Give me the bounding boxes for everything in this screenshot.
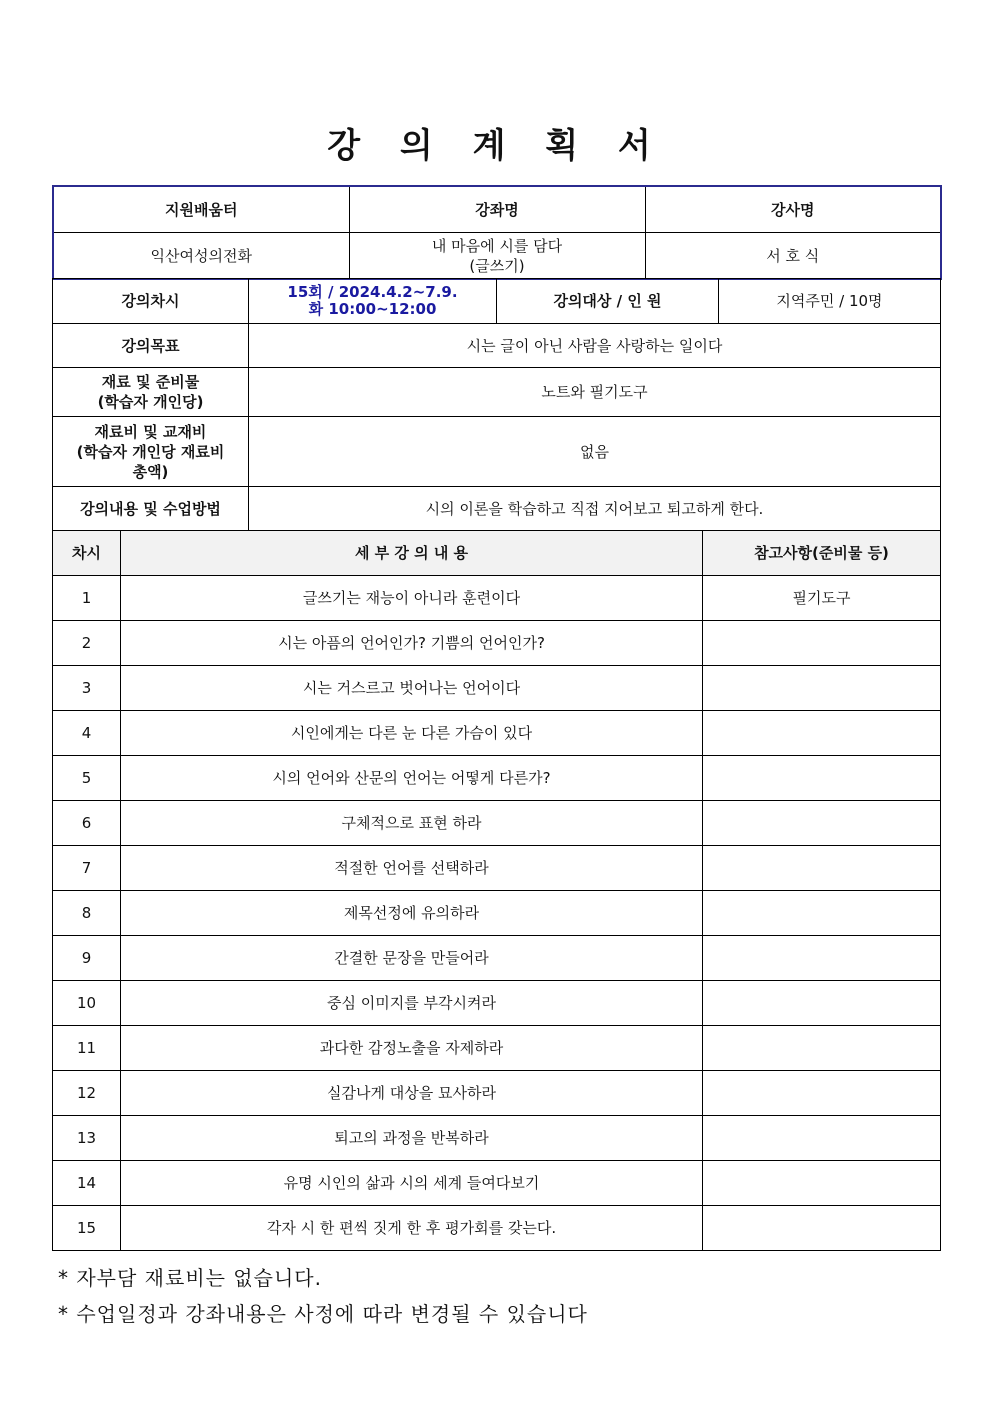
session-note [703,801,941,846]
method-value: 시의 이론을 학습하고 직접 지어보고 퇴고하게 한다. [249,487,941,531]
note-schedule-change: * 수업일정과 강좌내용은 사정에 따라 변경될 수 있습니다 [58,1302,588,1326]
sessions-time: 화 10:00~12:00 [308,300,437,318]
cost-label [53,417,249,487]
session-no-header: 차시 [53,531,121,576]
materials-label-line2: (학습자 개인당) [97,393,204,411]
session-note [703,1161,941,1206]
session-number: 5 [53,756,121,801]
session-number: 9 [53,936,121,981]
goal-value: 시는 글이 아닌 사람을 사랑하는 일이다 [249,324,941,368]
table-row [53,756,941,801]
session-note [703,891,941,936]
table-row [53,1116,941,1161]
session-number: 3 [53,666,121,711]
session-content: 과다한 감정노출을 자제하라 [121,1026,703,1071]
table-row [53,711,941,756]
table-row [53,891,941,936]
session-content: 간결한 문장을 만들어라 [121,936,703,981]
note-material-cost: * 자부담 재료비는 없습니다. [58,1266,322,1290]
method-label: 강의내용 및 수업방법 [53,487,249,531]
session-content: 시인에게는 다른 눈 다른 가슴이 있다 [121,711,703,756]
session-note [703,756,941,801]
sessions-value [249,279,497,324]
session-note [703,1206,941,1251]
session-content: 제목선정에 유의하라 [121,891,703,936]
sessions-label: 강의차시 [53,279,249,324]
goal-label: 강의목표 [53,324,249,368]
session-note [703,936,941,981]
session-content: 구체적으로 표현 하라 [121,801,703,846]
session-content: 중심 이미지를 부각시켜라 [121,981,703,1026]
page-title: 강 의 계 획 서 [327,126,665,166]
session-content: 시는 거스르고 벗어나는 언어이다 [121,666,703,711]
table-row [53,801,941,846]
session-number: 2 [53,621,121,666]
session-number: 14 [53,1161,121,1206]
course-category: (글쓰기) [469,256,525,275]
table-row [53,666,941,711]
table-row [53,846,941,891]
materials-label-line1: 재료 및 준비물 [101,373,200,391]
session-note: 필기도구 [703,576,941,621]
table-row [53,1206,941,1251]
session-number: 4 [53,711,121,756]
session-note [703,1116,941,1161]
schedule-table [52,530,941,1251]
session-content-header: 세 부 강 의 내 용 [121,531,703,576]
table-row [53,576,941,621]
session-content: 시는 아픔의 언어인가? 기쁨의 언어인가? [121,621,703,666]
course-name: 내 마음에 시를 담다 [431,236,563,255]
session-content: 각자 시 한 편씩 짓게 한 후 평가회를 갖는다. [121,1206,703,1251]
session-content: 글쓰기는 재능이 아니라 훈련이다 [121,576,703,621]
center-value: 익산여성의전화 [53,233,349,280]
session-number: 12 [53,1071,121,1116]
target-label: 강의대상 / 인 원 [497,279,719,324]
session-number: 8 [53,891,121,936]
session-note [703,666,941,711]
session-number: 15 [53,1206,121,1251]
target-value: 지역주민 / 10명 [719,279,941,324]
session-note [703,1026,941,1071]
course-info-table [52,185,942,280]
instructor-value: 서 호 식 [645,233,941,280]
session-content: 시의 언어와 산문의 언어는 어떻게 다른가? [121,756,703,801]
session-number: 7 [53,846,121,891]
cost-label-line3: 총액) [132,462,169,481]
table-row [53,981,941,1026]
session-number: 11 [53,1026,121,1071]
course-value [349,233,645,280]
session-content: 유명 시인의 삶과 시의 세계 들여다보기 [121,1161,703,1206]
session-note [703,1071,941,1116]
session-number: 10 [53,981,121,1026]
session-note [703,711,941,756]
table-row [53,1026,941,1071]
table-row [53,1161,941,1206]
course-details-table [52,278,941,531]
materials-label [53,368,249,417]
session-number: 1 [53,576,121,621]
cost-label-line1: 재료비 및 교재비 [94,422,207,441]
table-row [53,1071,941,1116]
sessions-period: 15회 / 2024.4.2~7.9. [287,283,458,301]
materials-value: 노트와 필기도구 [249,368,941,417]
session-content: 퇴고의 과정을 반복하라 [121,1116,703,1161]
cost-value: 없음 [249,417,941,487]
course-header: 강좌명 [349,186,645,233]
session-content: 실감나게 대상을 묘사하라 [121,1071,703,1116]
table-row [53,621,941,666]
session-content: 적절한 언어를 선택하라 [121,846,703,891]
session-note [703,621,941,666]
table-row [53,936,941,981]
session-note-header: 참고사항(준비물 등) [703,531,941,576]
instructor-header: 강사명 [645,186,941,233]
cost-label-line2: (학습자 개인당 재료비 [76,442,225,461]
center-header: 지원배움터 [53,186,349,233]
session-note [703,846,941,891]
session-number: 6 [53,801,121,846]
session-note [703,981,941,1026]
session-number: 13 [53,1116,121,1161]
